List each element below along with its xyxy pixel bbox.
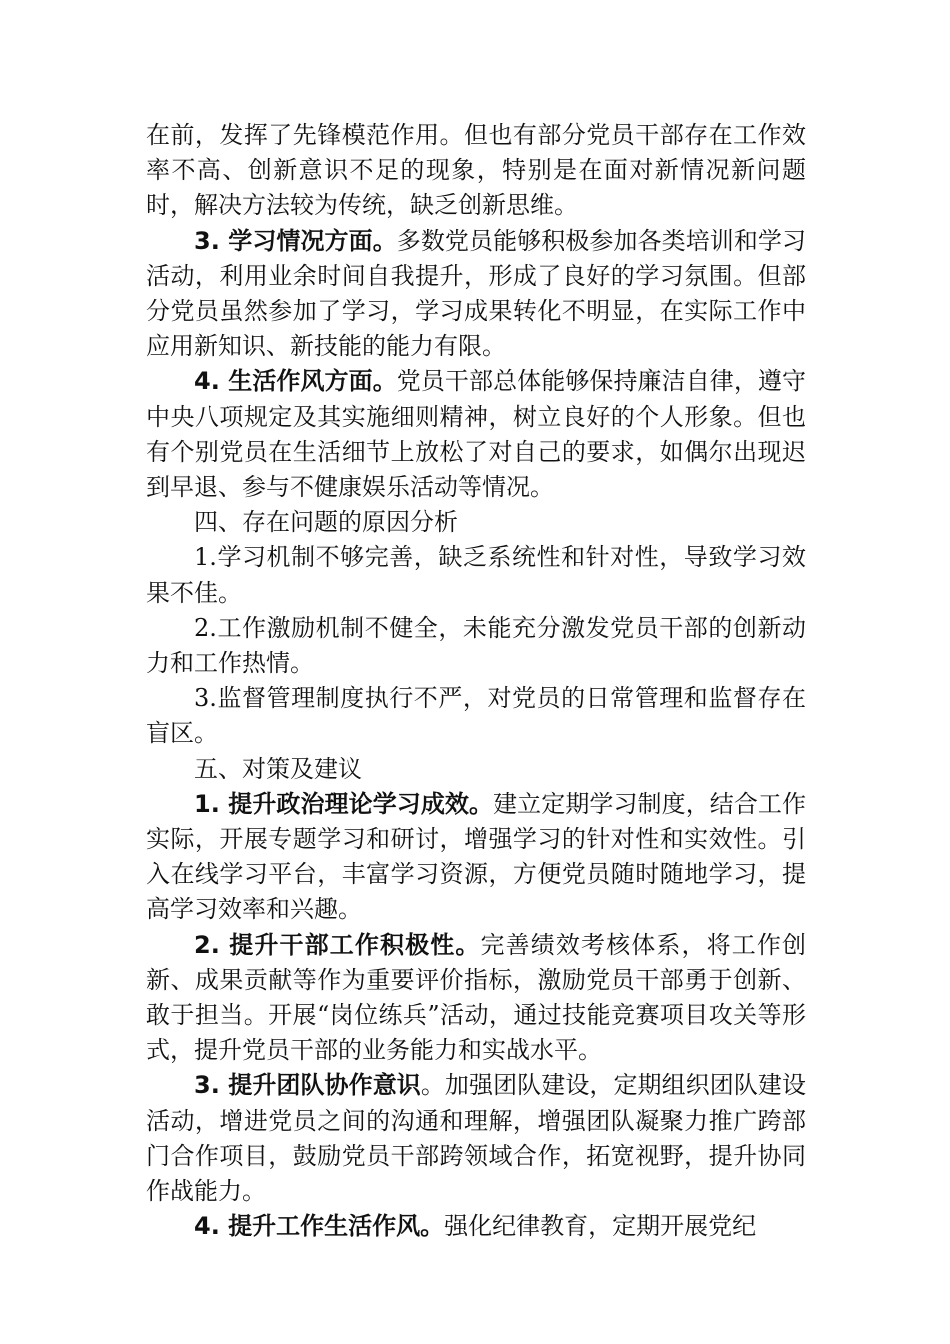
paragraph-text: 建立定期学习制度，结合工作实际，开展专题学习和研讨，增强学习的针对性和实效性。引入在线学习平台，丰富学习资源，方便党员随时随地学习，提高学习效率和兴趣。 (146, 789, 807, 924)
paragraph-lead: 4. 提升工作生活作风。 (194, 1212, 445, 1241)
paragraph-continuation (146, 118, 806, 224)
paragraph-measure-1 (146, 787, 806, 928)
paragraph-cause-3 (146, 681, 806, 751)
paragraph-text: 完善绩效考核体系，将工作创新、成果贡献等作为重要评价指标，激励党员干部勇于创新、敢于担当。开展“岗位练兵”活动，通过技能竞赛项目攻关等形式，提升党员干部的业务能力和实战水平。 (146, 930, 807, 1065)
heading-text: 四、存在问题的原因分析 (194, 508, 458, 537)
paragraph-text: 。加强团队建设，定期组织团队建设活动，增进党员之间的沟通和理解，增强团队凝聚力推广跨部门合作项目，鼓励党员干部跨领域合作，拓宽视野，提升协同作战能力。 (146, 1071, 807, 1206)
paragraph-text: 党员干部总体能够保持廉洁自律，遵守中央八项规定及其实施细则精神，树立良好的个人形象。但也有个别党员在生活细节上放松了对自己的要求，如偶尔出现迟到早退、参与不健康娱乐活动等情况。 (146, 367, 806, 502)
paragraph-lead: 4. 生活作风方面。 (194, 367, 397, 396)
paragraph-text: 强化纪律教育，定期开展党纪 (444, 1212, 757, 1241)
paragraph-cause-2 (146, 611, 806, 681)
paragraph-text: 2.工作激励机制不健全，未能充分激发党员干部的创新动力和工作热情。 (146, 613, 806, 678)
paragraph-measure-2 (146, 928, 806, 1069)
paragraph-text: 3.监督管理制度执行不严，对党员的日常管理和监督存在盲区。 (146, 684, 806, 748)
document-body (146, 118, 806, 1245)
paragraph-lead: 1. 提升政治理论学习成效。 (194, 789, 494, 818)
paragraph-lead: 2. 提升干部工作积极性。 (194, 930, 481, 959)
section-heading-measures (146, 752, 806, 787)
paragraph-measure-3 (146, 1068, 806, 1209)
paragraph-text: 1.学习机制不够完善，缺乏系统性和针对性，导致学习效果不佳。 (146, 543, 806, 607)
heading-text: 五、对策及建议 (194, 754, 362, 783)
paragraph-text: 在前，发挥了先锋模范作用。但也有部分党员干部存在工作效率不高、创新意识不足的现象，特别是在面对新情况新问题时，解决方法较为传统，缺乏创新思维。 (146, 121, 806, 220)
paragraph-measure-4 (146, 1209, 806, 1244)
paragraph-lead: 3. 学习情况方面。 (194, 226, 397, 255)
paragraph-lead: 3. 提升团队协作意识 (194, 1071, 421, 1100)
paragraph-study-situation (146, 224, 806, 365)
paragraph-life-style (146, 364, 806, 505)
paragraph-cause-1 (146, 540, 806, 610)
paragraph-text: 多数党员能够积极参加各类培训和学习活动，利用业余时间自我提升，形成了良好的学习氛围。但部分党员虽然参加了学习，学习成果转化不明显，在实际工作中应用新知识、新技能的能力有限。 (146, 226, 806, 361)
section-heading-causes (146, 505, 806, 540)
